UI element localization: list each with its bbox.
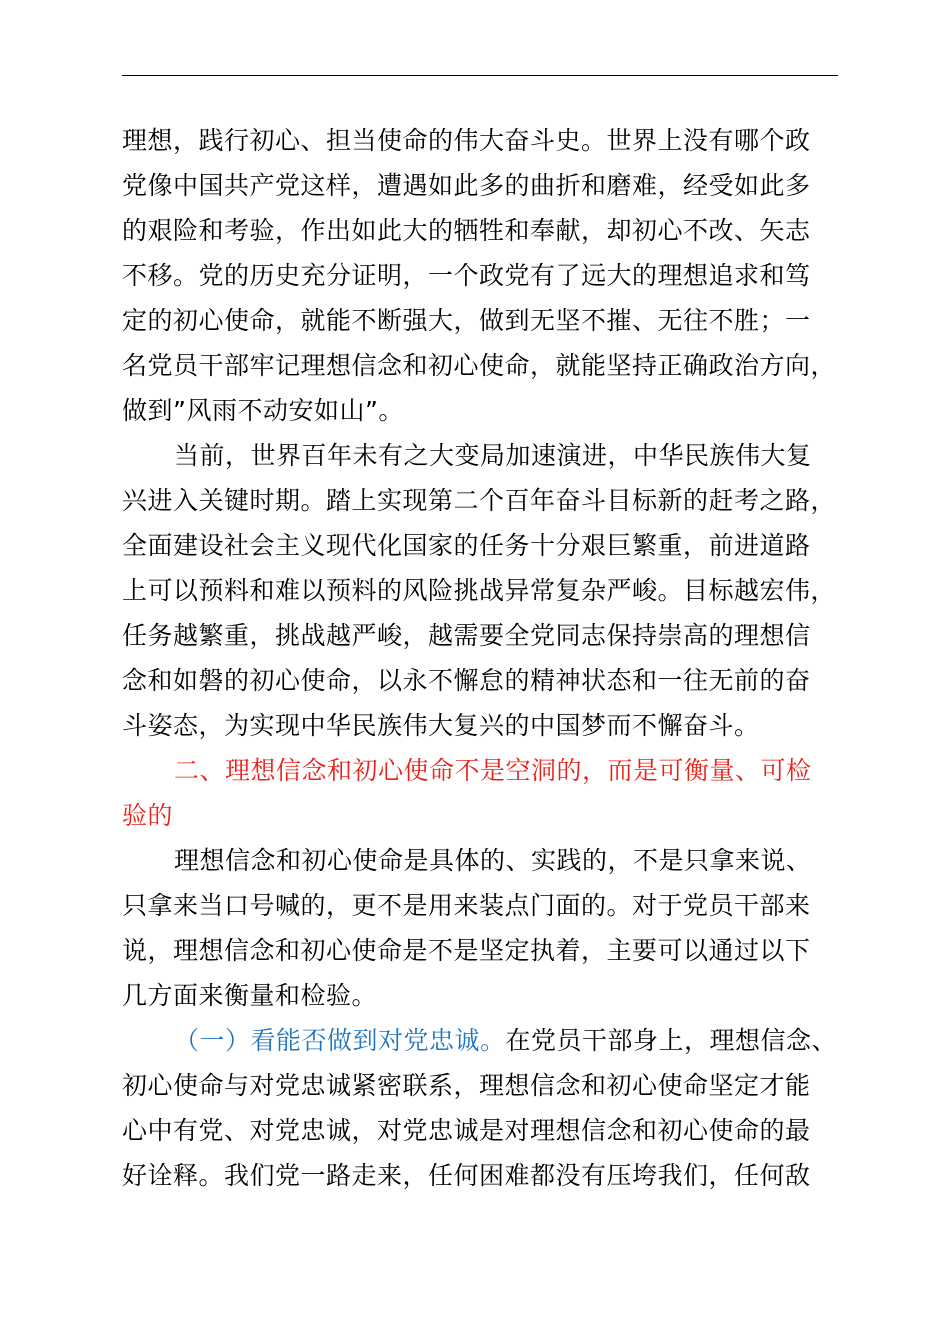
text-line: 几方面来衡量和检验。 xyxy=(122,981,378,1010)
text-line: 当前，世界百年未有之大变局加速演进，中华民族伟大复 xyxy=(174,441,812,470)
text-line: 念和如磐的初心使命，以永不懈怠的精神状态和一往无前的奋 xyxy=(122,666,811,695)
heading-line: 验的 xyxy=(122,801,174,830)
text-line: 定的初心使命，就能不断强大，做到无坚不摧、无往不胜；一 xyxy=(122,306,811,335)
text-line: 的艰险和考验，作出如此大的牺牲和奉献，却初心不改、矢志 xyxy=(122,216,811,245)
text-line: 理想，践行初心、担当使命的伟大奋斗史。世界上没有哪个政 xyxy=(122,126,811,155)
text-line: 只拿来当口号喊的，更不是用来装点门面的。对于党员干部来 xyxy=(122,891,811,920)
subheading-lead: （一）看能否做到对党忠诚。 xyxy=(174,1026,506,1055)
paragraph-2 xyxy=(122,433,860,748)
section-heading xyxy=(122,748,860,838)
text-line: 兴进入关键时期。踏上实现第二个百年奋斗目标新的赶考之路， xyxy=(122,486,837,515)
text-line: 心中有党、对党忠诚，对党忠诚是对理想信念和初心使命的最 xyxy=(122,1116,811,1145)
text-line: 上可以预料和难以预料的风险挑战异常复杂严峻。目标越宏伟， xyxy=(122,576,837,605)
paragraph-1 xyxy=(122,118,860,433)
text-line: 做到”风雨不动安如山”。 xyxy=(122,396,404,425)
paragraph-4 xyxy=(122,1018,860,1198)
text-line: 不移。党的历史充分证明，一个政党有了远大的理想追求和笃 xyxy=(122,261,811,290)
text-line: 党像中国共产党这样，遭遇如此多的曲折和磨难，经受如此多 xyxy=(122,171,811,200)
text-line: 说，理想信念和初心使命是不是坚定执着，主要可以通过以下 xyxy=(122,936,811,965)
document-body xyxy=(122,118,860,1198)
text-line xyxy=(122,1018,860,1063)
text-line: 斗姿态，为实现中华民族伟大复兴的中国梦而不懈奋斗。 xyxy=(122,711,760,740)
text-line: 初心使命与对党忠诚紧密联系，理想信念和初心使命坚定才能 xyxy=(122,1071,811,1100)
subheading-rest: 在党员干部身上，理想信念、 xyxy=(505,1026,838,1055)
text-line: 好诠释。我们党一路走来，任何困难都没有压垮我们，任何敌 xyxy=(122,1161,811,1190)
text-line: 理想信念和初心使命是具体的、实践的，不是只拿来说、 xyxy=(174,846,812,875)
header-rule xyxy=(122,75,838,76)
heading-line: 二、理想信念和初心使命不是空洞的，而是可衡量、可检 xyxy=(174,756,812,785)
text-line: 任务越繁重，挑战越严峻，越需要全党同志保持崇高的理想信 xyxy=(122,621,811,650)
paragraph-3 xyxy=(122,838,860,1018)
text-line: 全面建设社会主义现代化国家的任务十分艰巨繁重，前进道路 xyxy=(122,531,811,560)
text-line: 名党员干部牢记理想信念和初心使命，就能坚持正确政治方向， xyxy=(122,351,837,380)
